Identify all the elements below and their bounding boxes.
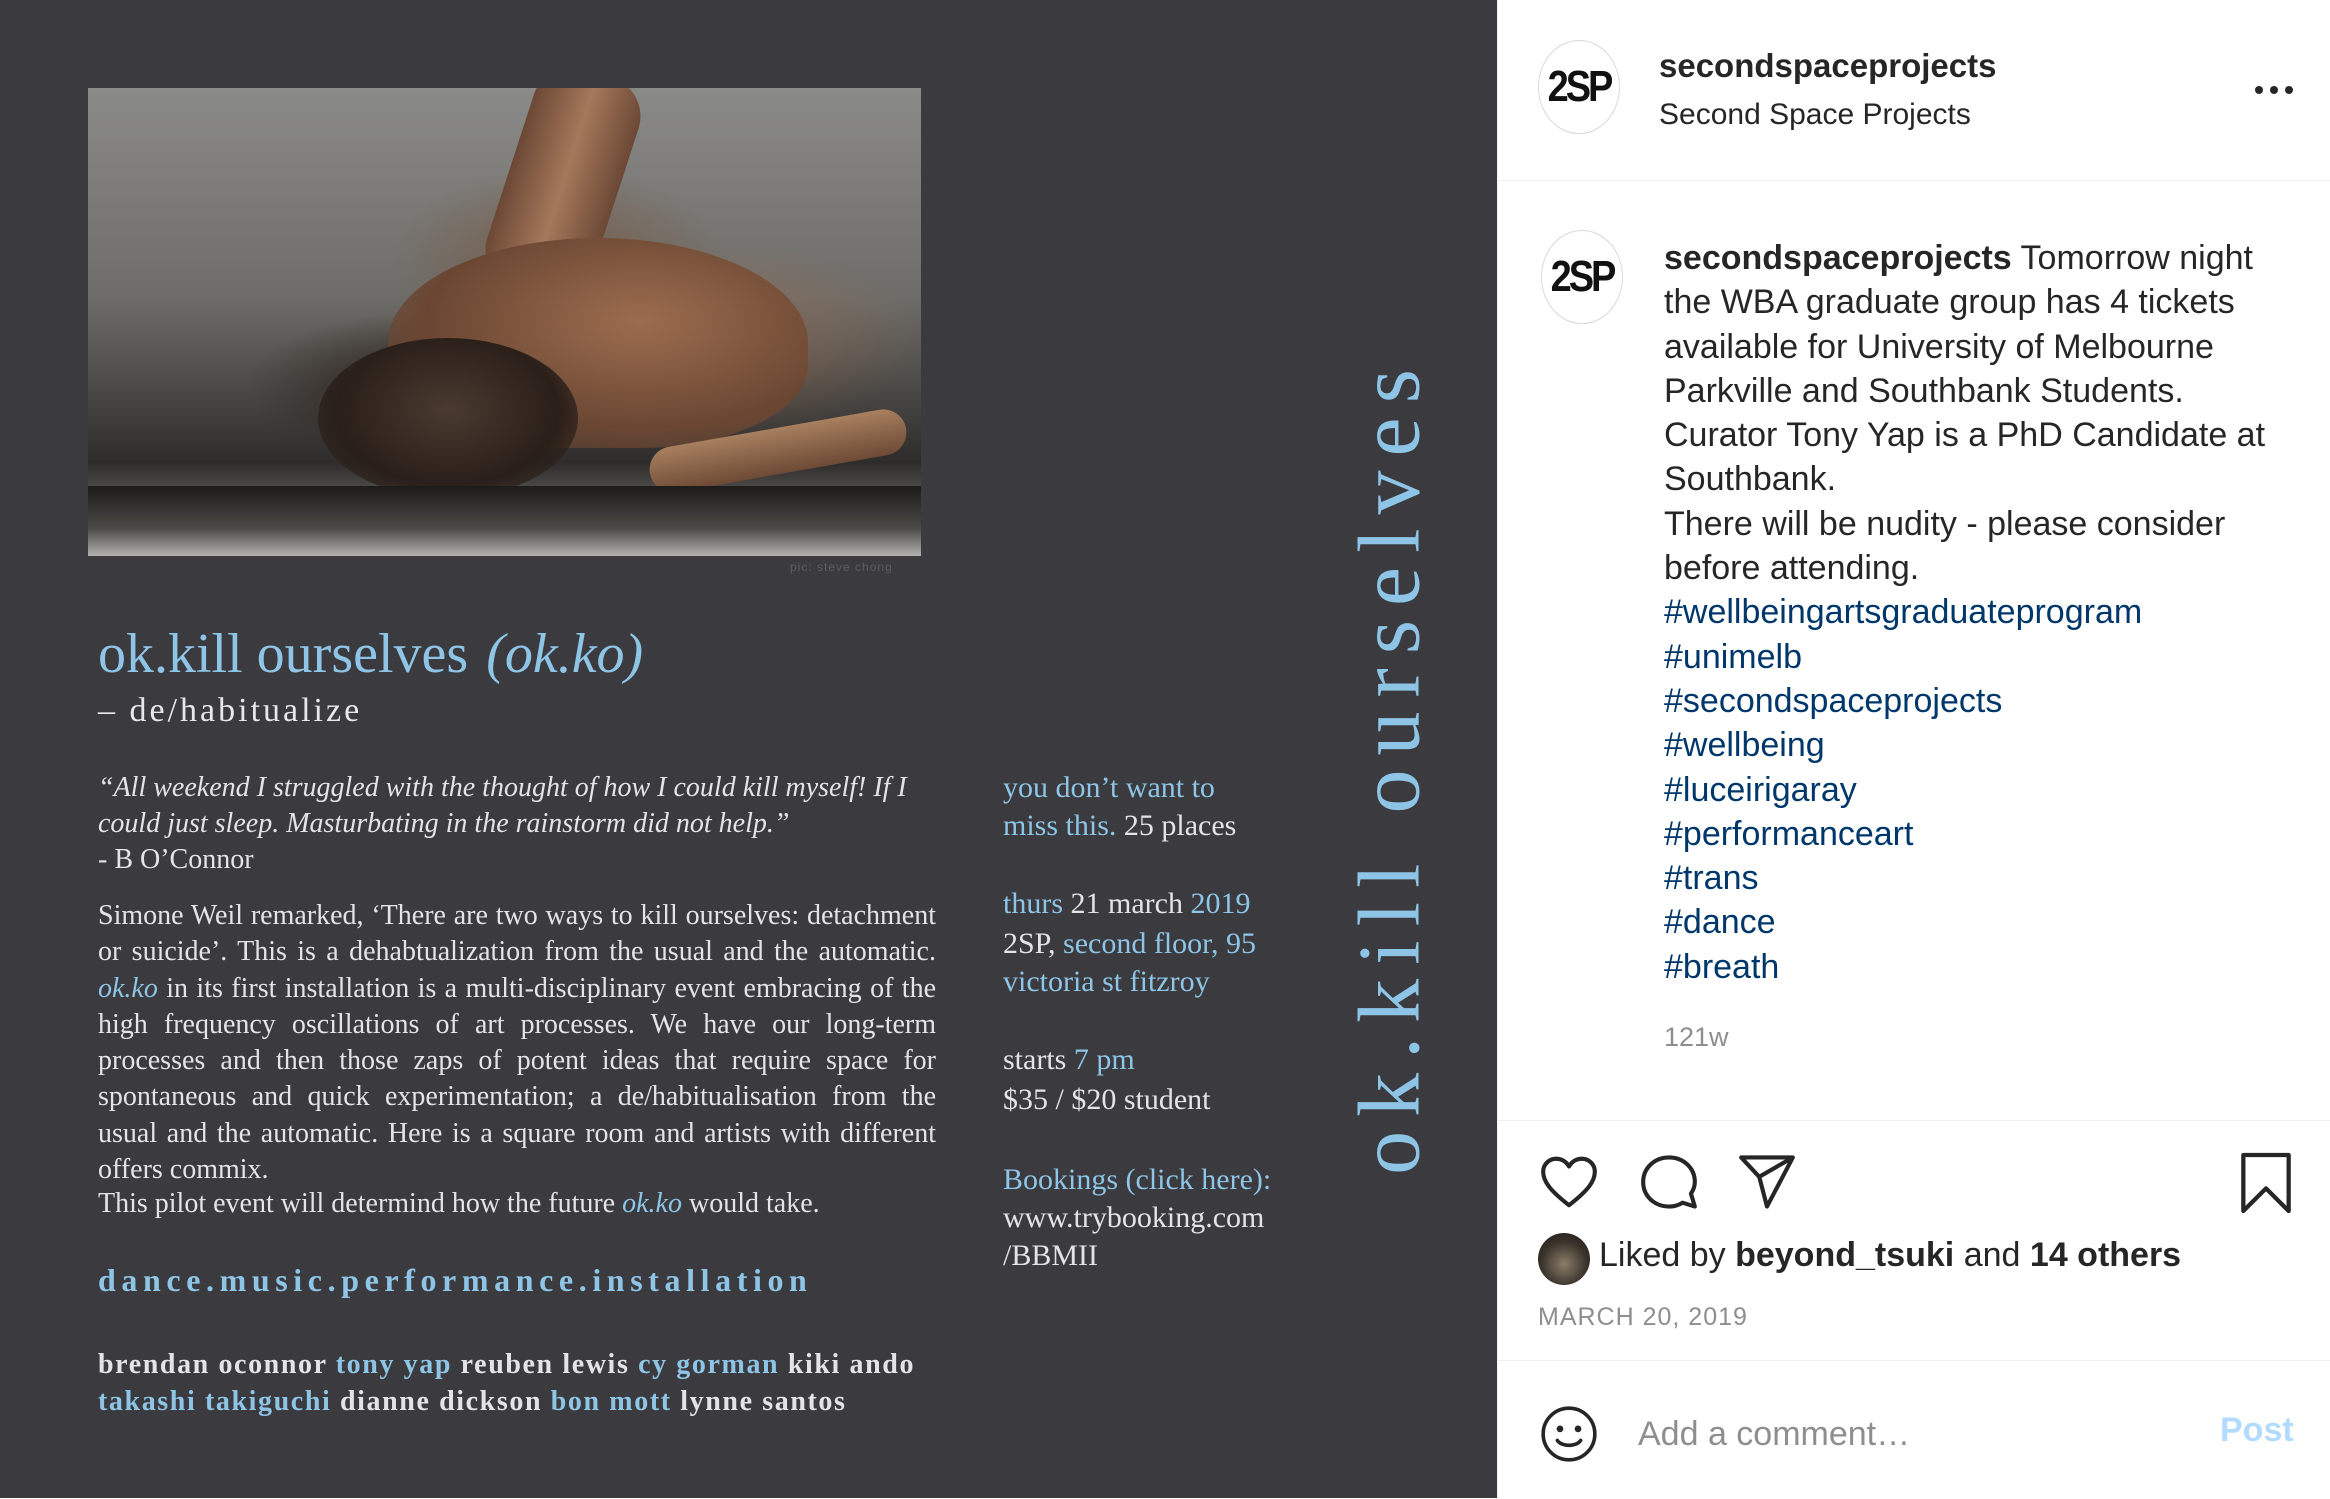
body-text-abbr: ok.ko bbox=[98, 972, 158, 1004]
comment-bar bbox=[1498, 1360, 2330, 1499]
event-price: $35 / $20 student bbox=[1003, 1083, 1211, 1116]
artist-name: dianne dickson bbox=[339, 1386, 543, 1417]
hashtag-link[interactable]: #wellbeingartsgraduateprogram bbox=[1664, 593, 2143, 632]
event-year: 2019 bbox=[1190, 887, 1251, 920]
artist-name: cy gorman bbox=[638, 1349, 780, 1380]
starts-label: starts bbox=[1003, 1043, 1067, 1076]
event-date bbox=[1003, 884, 1250, 923]
profile-avatar[interactable]: 2SP bbox=[1538, 40, 1620, 134]
header-full-name: Second Space Projects bbox=[1659, 98, 1971, 131]
body-text-part: Simone Weil remarked, ‘There are two ways to kill ourselves: detachment or suicide’. This is a dehabtualization from the usual and the automatic. bbox=[98, 900, 936, 968]
likes-others[interactable]: 14 others bbox=[2029, 1236, 2182, 1274]
share-icon[interactable] bbox=[1734, 1151, 1800, 1213]
venue-address: second floor, 95 bbox=[1063, 927, 1256, 960]
artist-name: takashi takiguchi bbox=[98, 1386, 332, 1417]
promo-line: you don’t want to bbox=[1003, 771, 1215, 804]
photo-credit: pic: steve chong bbox=[790, 560, 893, 574]
comment-icon[interactable] bbox=[1636, 1151, 1702, 1213]
poster-closing-line bbox=[98, 1188, 820, 1220]
event-venue bbox=[1003, 924, 1256, 963]
closing-text-part: This pilot event will determind how the future bbox=[98, 1188, 623, 1219]
hashtag-link[interactable]: #luceirigaray bbox=[1664, 770, 1857, 809]
caption-text: Curator Tony Yap is a PhD Candidate at Southbank. bbox=[1664, 416, 2266, 499]
bookings-label-text: Bookings (click here): bbox=[1003, 1163, 1272, 1196]
closing-text-abbr: ok.ko bbox=[622, 1188, 682, 1219]
liker-avatar[interactable] bbox=[1538, 1233, 1590, 1285]
booking-url: www.trybooking.com bbox=[1003, 1201, 1265, 1234]
artist-name: bon mott bbox=[550, 1386, 672, 1417]
start-time: 7 pm bbox=[1073, 1043, 1135, 1076]
artist-name: reuben lewis bbox=[460, 1349, 630, 1380]
caption-text: Tomorrow night the WBA graduate group has 4 tickets available for University of Melbourne Parkville and Southbank Students. bbox=[1664, 239, 2253, 410]
poster-disciplines: dance.music.performance.installation bbox=[98, 1262, 813, 1298]
likes-joiner: and bbox=[1963, 1236, 2021, 1274]
poster-quote: “All weekend I struggled with the thought of how I could kill myself! If I could just sleep. Masturbating in the rainstorm did not help.” bbox=[98, 772, 907, 839]
event-start bbox=[1003, 1040, 1135, 1079]
dancer-photo bbox=[88, 88, 921, 556]
heart-icon[interactable] bbox=[1536, 1151, 1602, 1213]
artist-name: kiki ando bbox=[787, 1349, 916, 1380]
booking-url-2: /BBMII bbox=[1003, 1239, 1099, 1272]
post-comment-button[interactable]: Post bbox=[2220, 1411, 2294, 1449]
liker-username[interactable]: beyond_tsuki bbox=[1735, 1236, 1955, 1274]
poster-subtitle: – de/habitualize bbox=[98, 692, 363, 729]
emoji-icon[interactable] bbox=[1538, 1403, 1600, 1465]
artist-name: tony yap bbox=[335, 1349, 453, 1380]
hashtag-link[interactable]: #wellbeing bbox=[1664, 726, 1825, 765]
post-actions bbox=[1498, 1120, 2330, 1361]
header-username[interactable]: secondspaceprojects bbox=[1659, 47, 1997, 84]
promo-text bbox=[1003, 768, 1215, 807]
poster-body-text bbox=[98, 898, 936, 1188]
artist-list bbox=[98, 1346, 938, 1420]
event-date-text: 21 march bbox=[1070, 887, 1183, 920]
places-count: 25 places bbox=[1123, 809, 1237, 842]
hashtag-list bbox=[1664, 590, 2304, 989]
closing-text-part: would take. bbox=[681, 1188, 820, 1219]
caption-text: There will be nudity - please consider before attending. bbox=[1664, 504, 2226, 588]
promo-line: miss this. bbox=[1003, 809, 1117, 842]
likes-prefix: Liked by bbox=[1599, 1236, 1726, 1274]
promo-text-2 bbox=[1003, 806, 1236, 845]
artist-name: lynne santos bbox=[680, 1386, 847, 1417]
caption-age[interactable]: 121w bbox=[1664, 1022, 1729, 1052]
poster-title bbox=[98, 622, 643, 686]
comment-input[interactable] bbox=[1638, 1403, 2158, 1465]
artist-name: brendan oconnor bbox=[98, 1349, 328, 1380]
body-text-part: in its first installation is a multi-disciplinary event embracing of the high frequency oscillations of art processes. We have our long-term processes and then those zaps of potent ideas that require space for spontaneous and quick experimentation; a de/habitualisation from the usual and the automatic. Here is a square room and artists with different offers commix. bbox=[98, 972, 936, 1186]
bookings-label bbox=[1003, 1160, 1271, 1199]
caption-avatar[interactable]: 2SP bbox=[1541, 230, 1623, 324]
poster-title-abbr: (ok.ko) bbox=[486, 623, 644, 685]
venue-address: victoria st fitzroy bbox=[1003, 965, 1210, 998]
likes-summary bbox=[1599, 1236, 2181, 1275]
event-venue-2 bbox=[1003, 962, 1210, 1001]
hashtag-link[interactable]: #performanceart bbox=[1664, 814, 1914, 853]
instagram-post-panel bbox=[1497, 0, 2330, 1498]
hashtag-link[interactable]: #breath bbox=[1664, 947, 1780, 986]
bookmark-icon[interactable] bbox=[2238, 1151, 2294, 1215]
hashtag-link[interactable]: #unimelb bbox=[1664, 637, 1802, 676]
caption-username[interactable]: secondspaceprojects bbox=[1664, 239, 2012, 277]
quote-author: - B O’Connor bbox=[98, 844, 254, 875]
hashtag-link[interactable]: #trans bbox=[1664, 859, 1759, 898]
post-date[interactable]: MARCH 20, 2019 bbox=[1538, 1303, 1748, 1331]
poster-title-text: ok.kill ourselves bbox=[98, 623, 469, 685]
hashtag-link[interactable]: #secondspaceprojects bbox=[1664, 681, 2003, 720]
hashtag-link[interactable]: #dance bbox=[1664, 903, 1776, 942]
more-options-icon[interactable] bbox=[2249, 70, 2299, 110]
poster-vertical-title: ok.kill ourselves bbox=[1341, 355, 1439, 1175]
venue-name: 2SP, bbox=[1003, 927, 1056, 960]
event-day: thurs bbox=[1003, 887, 1063, 920]
post-caption bbox=[1664, 236, 2304, 989]
post-header bbox=[1498, 0, 2330, 181]
